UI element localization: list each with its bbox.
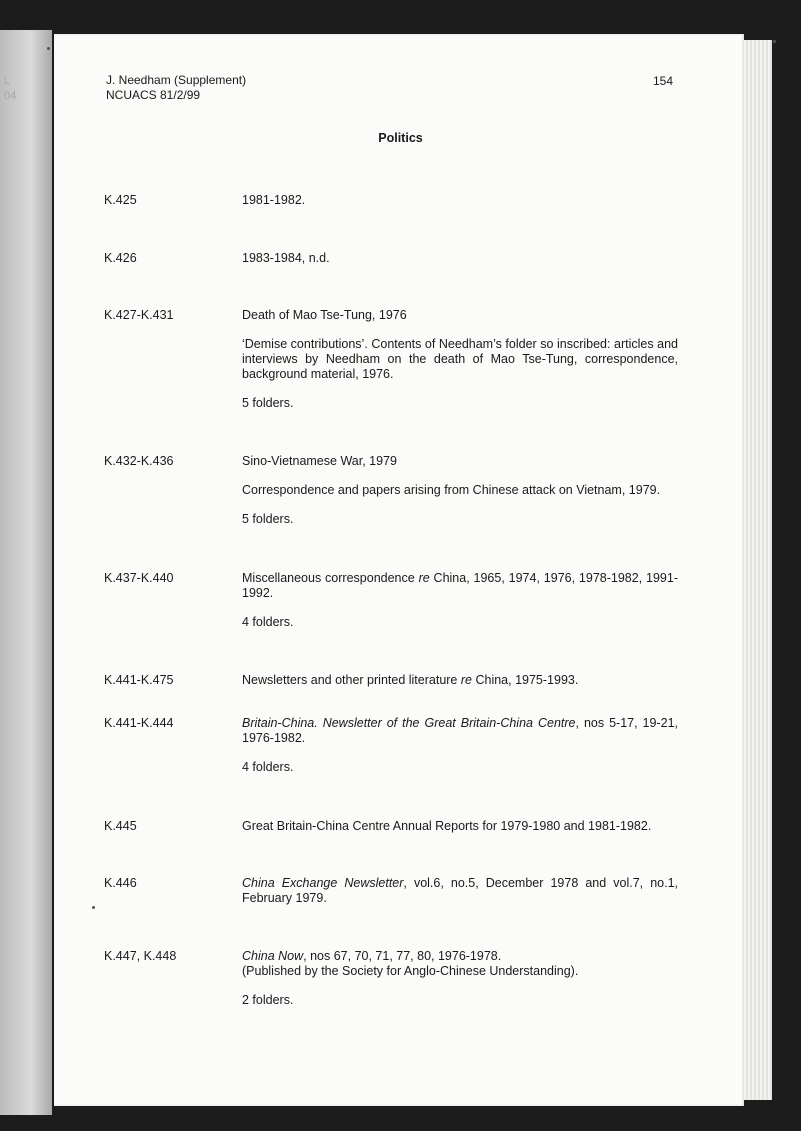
entry-description [242,193,678,208]
scan-dot [47,47,50,50]
entry-reference: K.425 [104,193,137,207]
page-stack-edge [744,40,772,1100]
section-title: Politics [378,131,423,145]
header-collection [106,73,246,103]
entry-paragraph: Correspondence and papers arising from Chinese attack on Vietnam, 1979. [242,483,661,497]
entry-paragraph: Death of Mao Tse-Tung, 1976 [242,308,407,322]
entry-reference: K.437-K.440 [104,571,174,585]
entry-paragraph: 5 folders. [242,396,294,410]
header-line-2: NCUACS 81/2/99 [106,88,201,102]
bleed-through-mark: L [4,75,11,87]
entry-paragraph: 1983-1984, n.d. [242,251,330,265]
entry-description [242,716,678,775]
header-line-1: J. Needham (Supplement) [106,73,247,87]
entry-paragraph: Sino-Vietnamese War, 1979 [242,454,397,468]
entry-description [242,308,678,411]
entry-paragraph: Miscellaneous correspondence re China, 1965, 1974, 1976, 1978-1982, 1991-1992. [242,571,678,600]
scan-dot [92,906,95,909]
entry-paragraph: 4 folders. [242,615,294,629]
page-number: 154 [653,74,674,88]
entry-paragraph: Britain-China. Newsletter of the Great Britain-China Centre, nos 5-17, 19-21, 1976-1982. [242,716,679,745]
entry-paragraph: China Exchange Newsletter, vol.6, no.5, December 1978 and vol.7, no.1, February 1979. [242,876,678,905]
entry-paragraph: Great Britain-China Centre Annual Reports for 1979-1980 and 1981-1982. [242,819,652,833]
entry-description [242,876,678,906]
entry-paragraph: 4 folders. [242,760,294,774]
scan-dot [773,40,776,43]
entry-description [242,673,678,688]
entry-paragraph: ‘Demise contributions’. Contents of Needham’s folder so inscribed: articles and interviews by Needham on the death of Mao Tse-Tung, correspondence, background material, 1976. [242,337,678,381]
entry-reference: K.445 [104,819,137,833]
entry-reference: K.426 [104,251,137,265]
bleed-through-mark: 04 [4,90,17,102]
entry-paragraph: 5 folders. [242,512,294,526]
entry-description [242,819,678,834]
entry-description [242,571,678,630]
entry-description [242,949,678,1008]
entry-paragraph: China Now, nos 67, 70, 71, 77, 80, 1976-1978. (Published by the Society for Anglo-Chinese Understanding). [242,949,579,978]
entry-description [242,454,678,527]
entry-reference: K.446 [104,876,137,890]
entry-paragraph: Newsletters and other printed literature re China, 1975-1993. [242,673,579,687]
entry-reference: K.432-K.436 [104,454,174,468]
entry-reference: K.427-K.431 [104,308,174,322]
facing-page-edge [0,30,52,1115]
entry-reference: K.447, K.448 [104,949,177,963]
entry-reference: K.441-K.475 [104,673,174,687]
entry-reference: K.441-K.444 [104,716,174,730]
entry-paragraph: 1981-1982. [242,193,306,207]
entry-paragraph: 2 folders. [242,993,294,1007]
entry-description [242,251,678,266]
